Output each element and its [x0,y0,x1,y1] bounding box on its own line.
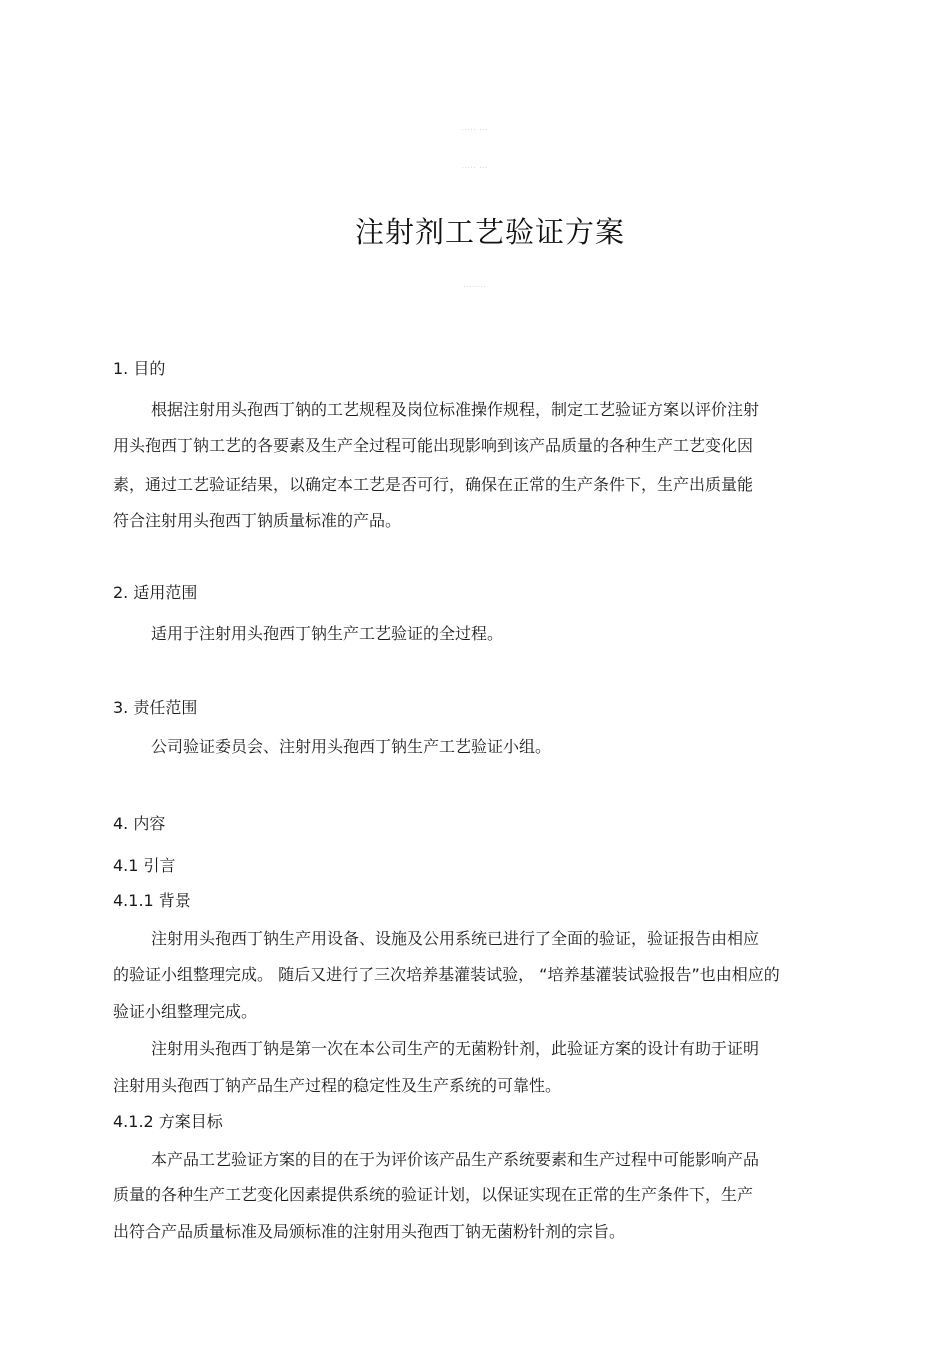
section-2-heading: 2. 适用范围 [113,583,198,602]
section-1-line: 根据注射用头孢西丁钠的工艺规程及岗位标准操作规程，制定工艺验证方案以评价注射 [151,400,760,419]
background-line: 注射用头孢西丁钠生产用设备、设施及公用系统已进行了全面的验证，验证报告由相应 [151,929,760,948]
header-mark-1: ..... ... [461,125,489,132]
header-mark-2: ..... ... [461,163,489,170]
background-line: 注射用头孢西丁钠是第一次在本公司生产的无菌粉针剂，此验证方案的设计有助于证明 [151,1039,760,1058]
section-3-line: 公司验证委员会、注射用头孢西丁钠生产工艺验证小组。 [151,737,552,756]
background-line: 的验证小组整理完成。 随后又进行了三次培养基灌装试验， “培养基灌装试验报告”也由相应的 [113,965,780,984]
background-line: 注射用头孢西丁钠产品生产过程的稳定性及生产系统的可靠性。 [113,1076,562,1095]
title-mark: ........ [463,282,487,289]
subsection-4-1-1-heading: 4.1.1 背景 [113,891,191,910]
subsection-4-1-heading: 4.1 引言 [113,856,176,875]
section-2-line: 适用于注射用头孢西丁钠生产工艺验证的全过程。 [151,624,504,643]
section-1-line: 素，通过工艺验证结果，以确定本工艺是否可行，确保在正常的生产条件下，生产出质量能 [113,475,754,494]
goal-line: 出符合产品质量标准及局颁标准的注射用头孢西丁钠无菌粉针剂的宗旨。 [113,1222,626,1241]
section-4-heading: 4. 内容 [113,814,166,833]
section-3-heading: 3. 责任范围 [113,698,198,717]
background-line: 验证小组整理完成。 [113,1002,258,1021]
section-1-line: 用头孢西丁钠工艺的各要素及生产全过程可能出现影响到该产品质量的各种生产工艺变化因 [113,436,754,455]
goal-line: 本产品工艺验证方案的目的在于为评价该产品生产系统要素和生产过程中可能影响产品 [151,1150,760,1169]
section-1-line: 符合注射用头孢西丁钠质量标准的产品。 [113,511,402,530]
page-title: 注射剂工艺验证方案 [354,215,625,249]
subsection-4-1-2-heading: 4.1.2 方案目标 [113,1112,223,1131]
goal-line: 质量的各种生产工艺变化因素提供系统的验证计划，以保证实现在正常的生产条件下，生产 [113,1185,754,1204]
section-1-heading: 1. 目的 [113,359,166,378]
